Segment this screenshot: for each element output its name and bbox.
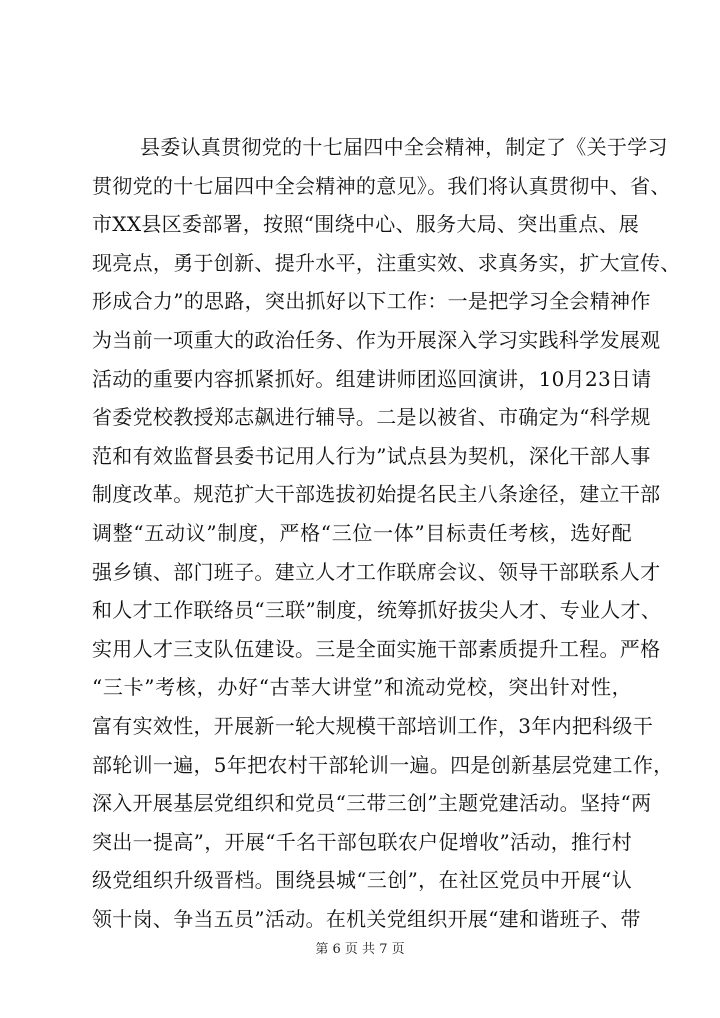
paragraph-line: 为当前一项重大的政治任务、作为开展深入学习实践科学发展观 (92, 327, 661, 352)
paragraph-line: 县委认真贯彻党的十七届四中全会精神，制定了《关于学习 (140, 135, 668, 159)
paragraph-line: 活动的重要内容抓紧抓好。组建讲师团巡回演讲，10月23日请 (92, 366, 652, 391)
page-footer: 第 6 页 共 7 页 (315, 942, 405, 957)
paragraph-line: 市XX县区委部署，按照“围绕中心、服务大局、突出重点、展 (92, 212, 640, 237)
paragraph-line: 富有实效性，开展新一轮大规模干部培训工作，3年内把科级干 (92, 713, 654, 738)
paragraph-line: 突出一提高”，开展“千名干部包联农户促增收”活动，推行村 (92, 829, 632, 854)
paragraph-line: 制度改革。规范扩大干部选拔初始提名民主八条途径，建立干部 (92, 482, 661, 507)
paragraph-line: 部轮训一遍，5年把农村干部轮训一遍。四是创新基层党建工作， (92, 752, 674, 777)
paragraph-line: 范和有效监督县委书记用人行为”试点县为契机，深化干部人事 (92, 443, 651, 468)
paragraph-line: 实用人才三支队伍建设。三是全面实施干部素质提升工程。严格 (92, 636, 661, 661)
paragraph-line: “三卡”考核，办好“古莘大讲堂”和流动党校，突出针对性， (92, 675, 632, 700)
paragraph-line: 和人才工作联络员“三联”制度，统筹抓好拔尖人才、专业人才、 (92, 598, 662, 623)
paragraph-line: 省委党校教授郑志飙进行辅导。二是以被省、市确定为“科学规 (92, 405, 651, 430)
paragraph-line: 现亮点，勇于创新、提升水平，注重实效、求真务实，扩大宣传、 (92, 250, 681, 275)
paragraph-line: 领十岗、争当五员”活动。在机关党组织开展“建和谐班子、带 (92, 906, 641, 931)
paragraph-line: 贯彻党的十七届四中全会精神的意见》。我们将认真贯彻中、省、 (92, 173, 671, 198)
paragraph-line: 深入开展基层党组织和党员“三带三创”主题党建活动。坚持“两 (92, 791, 652, 816)
paragraph-line: 强乡镇、部门班子。建立人才工作联席会议、领导干部联系人才 (92, 559, 661, 584)
body-paragraph (92, 128, 681, 938)
paragraph-line: 调整“五动议”制度，严格“三位一体”目标责任考核，选好配 (92, 520, 632, 545)
paragraph-line: 级党组织升级晋档。围绕县城“三创”，在社区党员中开展“认 (92, 868, 632, 893)
paragraph-line: 形成合力”的思路，突出抓好以下工作：一是把学习全会精神作 (92, 289, 651, 314)
